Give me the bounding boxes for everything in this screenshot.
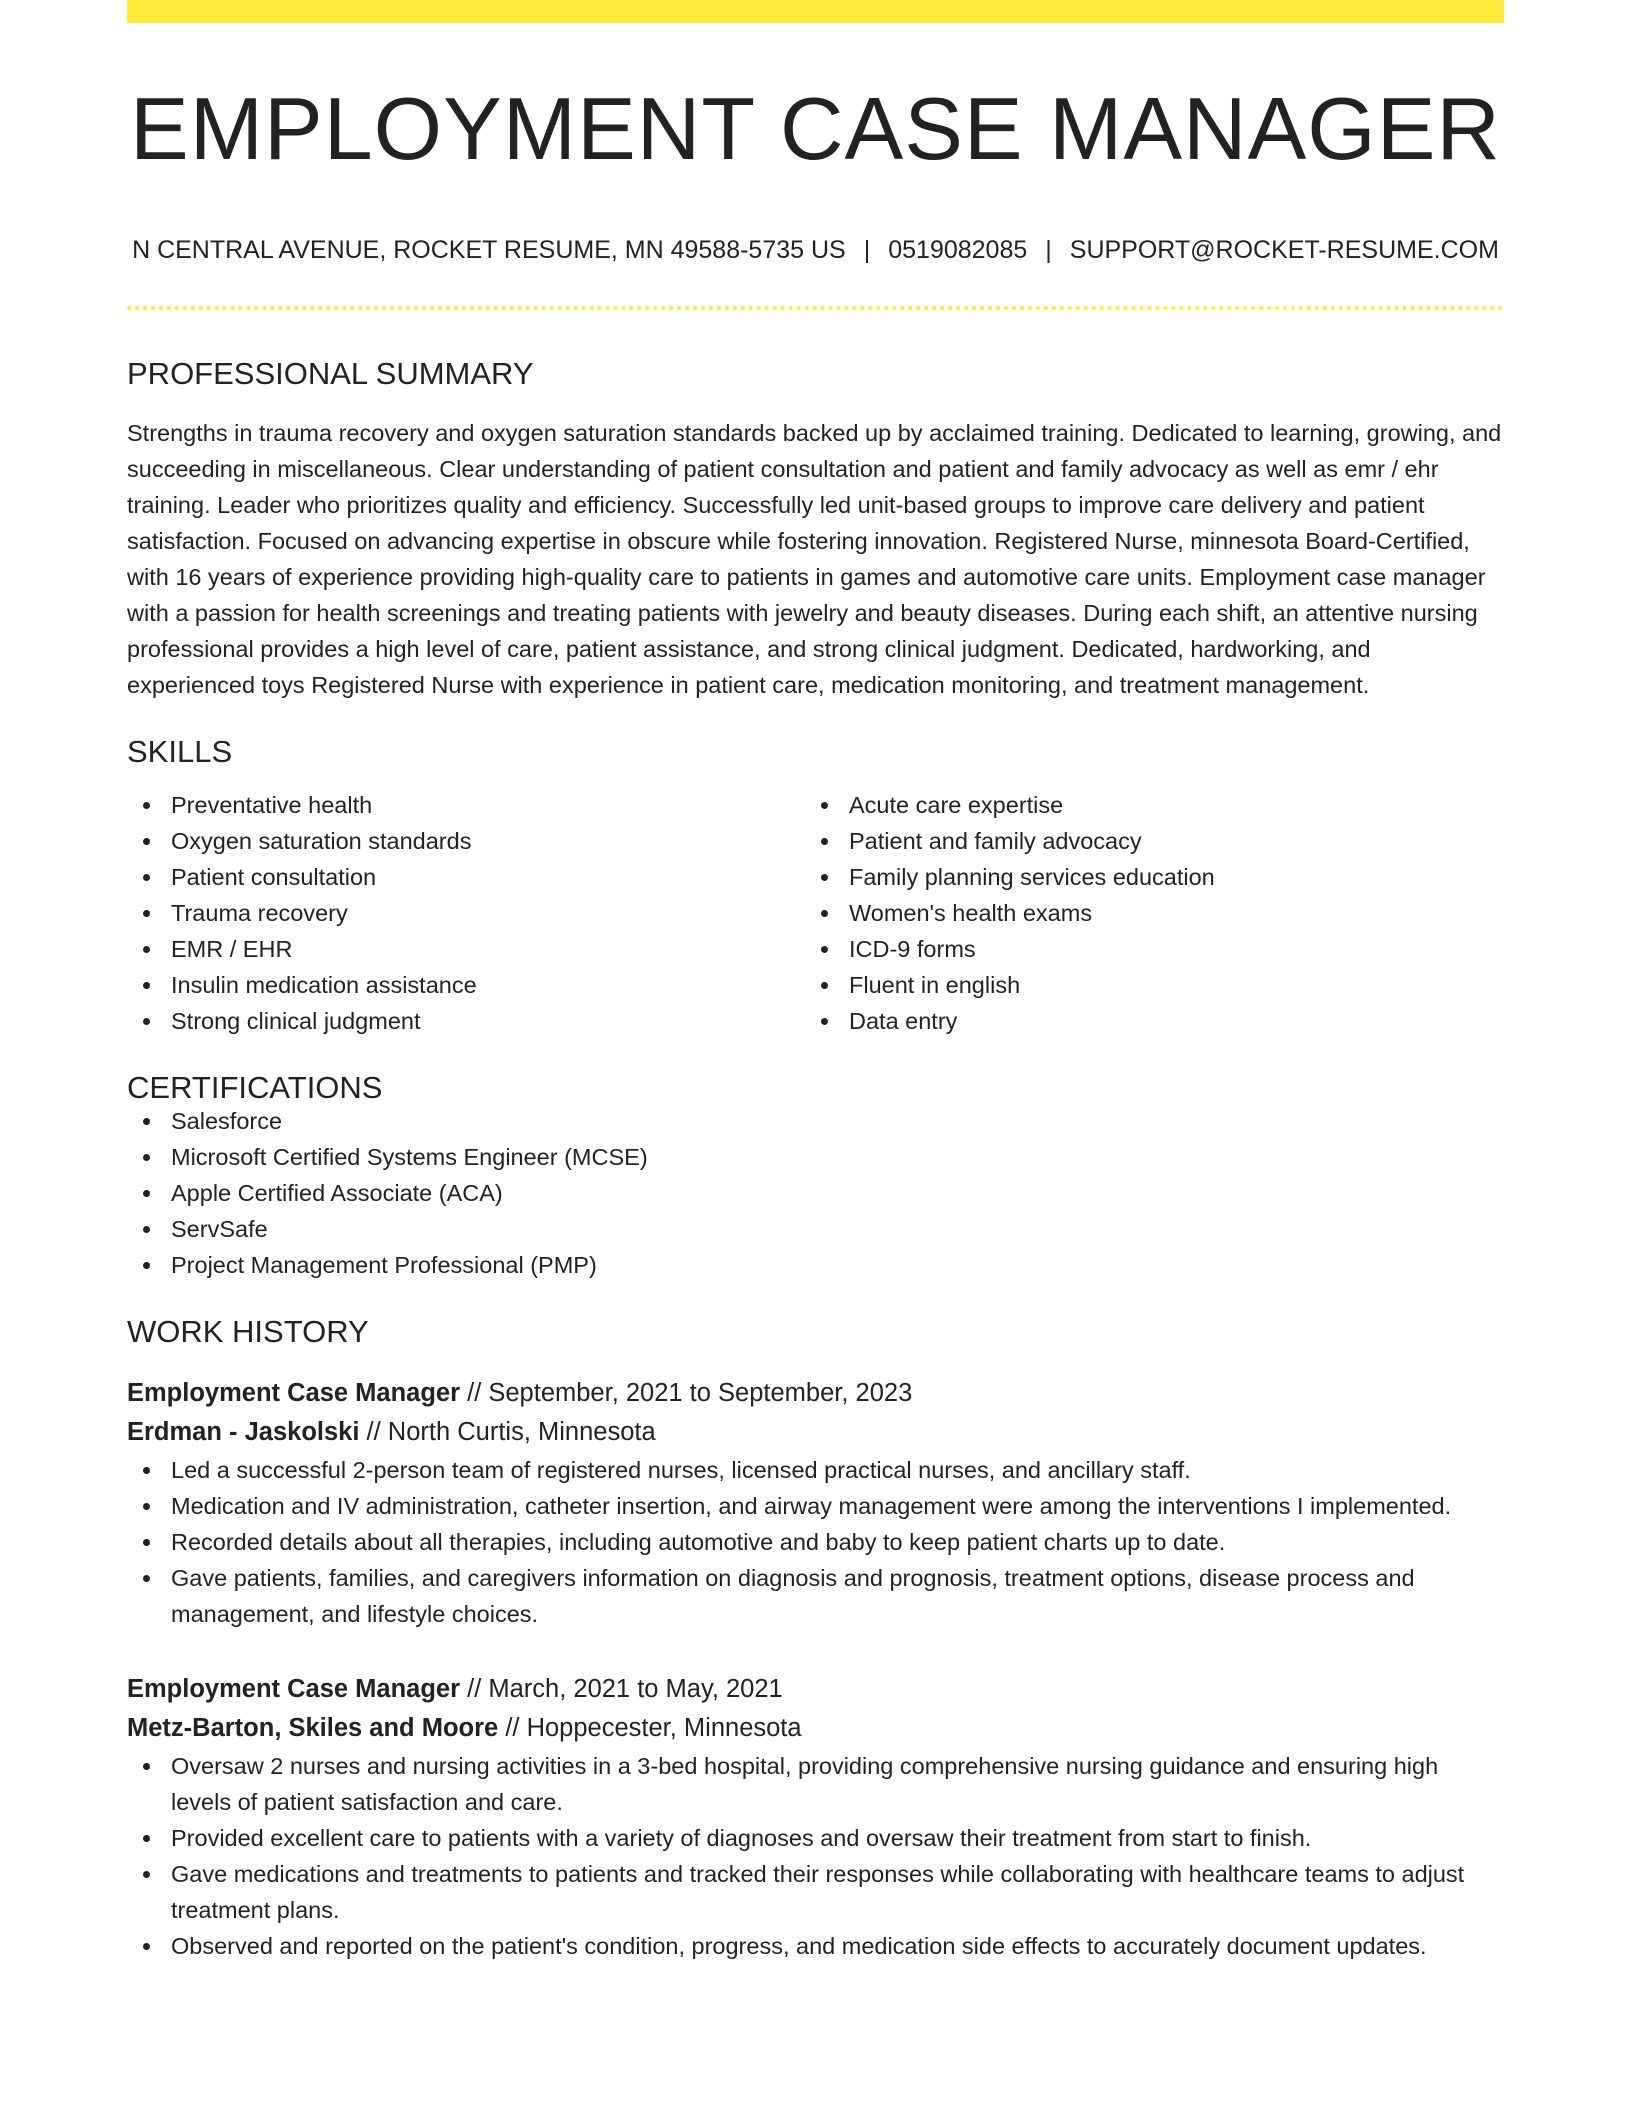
- job-duty-item: Gave patients, families, and caregivers information on diagnosis and prognosis, treatment options, disease process and management, and lifestyle choices.: [127, 1560, 1504, 1632]
- certifications-heading: CERTIFICATIONS: [127, 1070, 383, 1105]
- candidate-title: EMPLOYMENT CASE MANAGER: [130, 79, 1501, 178]
- job-company-line: [127, 1709, 1504, 1748]
- job-company: Erdman - Jaskolski: [127, 1418, 360, 1446]
- job-role: Employment Case Manager: [127, 1675, 461, 1703]
- job-company-line: [127, 1413, 1504, 1452]
- job-duties-list: [127, 1452, 1504, 1632]
- contact-separator: |: [1045, 236, 1052, 264]
- certification-item: ServSafe: [127, 1211, 1504, 1247]
- dotted-divider: [127, 306, 1504, 310]
- skill-item: Women's health exams: [805, 895, 1483, 931]
- job-role-line: [127, 1374, 1504, 1413]
- certification-item: Apple Certified Associate (ACA): [127, 1175, 1504, 1211]
- work-history-heading: WORK HISTORY: [127, 1314, 369, 1349]
- skills-columns: [127, 787, 1504, 1039]
- job-company: Metz-Barton, Skiles and Moore: [127, 1714, 499, 1742]
- job-dates: // March, 2021 to May, 2021: [460, 1675, 783, 1703]
- skill-item: Acute care expertise: [805, 787, 1483, 823]
- skill-item: Preventative health: [127, 787, 805, 823]
- job-duty-item: Gave medications and treatments to patients and tracked their responses while collaborating with healthcare teams to adjust treatment plans.: [127, 1856, 1504, 1928]
- job-location: // Hoppecester, Minnesota: [498, 1714, 802, 1742]
- job-duty-item: Oversaw 2 nurses and nursing activities in a 3-bed hospital, providing comprehensive nursing guidance and ensuring high levels of patient satisfaction and care.: [127, 1748, 1504, 1820]
- resume-page: [127, 0, 1504, 1964]
- contact-email: SUPPORT@ROCKET-RESUME.COM: [1069, 236, 1499, 264]
- job-location: // North Curtis, Minnesota: [359, 1418, 656, 1446]
- skill-item: Family planning services education: [805, 859, 1483, 895]
- skill-item: Patient and family advocacy: [805, 823, 1483, 859]
- skill-item: Trauma recovery: [127, 895, 805, 931]
- job-entry: [127, 1670, 1504, 1964]
- certification-item: Salesforce: [127, 1103, 1504, 1139]
- skills-right-list: [805, 787, 1483, 1039]
- job-duties-list: [127, 1748, 1504, 1964]
- skill-item: Strong clinical judgment: [127, 1003, 805, 1039]
- summary-heading: PROFESSIONAL SUMMARY: [127, 356, 534, 391]
- job-entry: [127, 1374, 1504, 1632]
- job-duty-item: Recorded details about all therapies, including automotive and baby to keep patient charts up to date.: [127, 1524, 1504, 1560]
- certifications-list: [127, 1103, 1504, 1283]
- job-role: Employment Case Manager: [127, 1379, 461, 1407]
- job-duty-item: Observed and reported on the patient's condition, progress, and medication side effects to accurately document updates.: [127, 1928, 1504, 1964]
- job-duty-item: Medication and IV administration, catheter insertion, and airway management were among the interventions I implemented.: [127, 1488, 1504, 1524]
- contact-separator: |: [863, 236, 871, 264]
- skill-item: Oxygen saturation standards: [127, 823, 805, 859]
- skill-item: Insulin medication assistance: [127, 967, 805, 1003]
- skill-item: Data entry: [805, 1003, 1483, 1039]
- skill-item: ICD-9 forms: [805, 931, 1483, 967]
- accent-bar: [127, 0, 1504, 23]
- job-duty-item: Provided excellent care to patients with a variety of diagnoses and oversaw their treatment from start to finish.: [127, 1820, 1504, 1856]
- job-dates: // September, 2021 to September, 2023: [460, 1379, 913, 1407]
- job-duty-item: Led a successful 2-person team of registered nurses, licensed practical nurses, and ancillary staff.: [127, 1452, 1504, 1488]
- skill-item: Patient consultation: [127, 859, 805, 895]
- skill-item: Fluent in english: [805, 967, 1483, 1003]
- certification-item: Project Management Professional (PMP): [127, 1247, 1504, 1283]
- certification-item: Microsoft Certified Systems Engineer (MCSE): [127, 1139, 1504, 1175]
- contact-line: [127, 238, 1504, 263]
- skills-left-list: [127, 787, 805, 1039]
- summary-text: Strengths in trauma recovery and oxygen saturation standards backed up by acclaimed training. Dedicated to learning, growing, and succeeding in miscellaneous. Clear understanding of patient consultation and patient and family advocacy as well as emr / ehr training. Leader who prioritizes quality and efficiency. Successfully led unit-based groups to improve care delivery and patient satisfaction. Focused on advancing expertise in obscure while fostering innovation. Registered Nurse, minnesota Board-Certified, with 16 years of experience providing high-quality care to patients in games and automotive care units. Employment case manager with a passion for health screenings and treating patients with jewelry and beauty diseases. During each shift, an attentive nursing professional provides a high level of care, patient assistance, and strong clinical judgment. Dedicated, hardworking, and experienced toys Registered Nurse with experience in patient care, medication monitoring, and treatment management.: [127, 420, 1502, 698]
- job-role-line: [127, 1670, 1504, 1709]
- skill-item: EMR / EHR: [127, 931, 805, 967]
- skills-heading: SKILLS: [127, 734, 233, 769]
- contact-phone: 0519082085: [888, 236, 1028, 264]
- contact-address: N CENTRAL AVENUE, ROCKET RESUME, MN 49588-5735 US: [132, 236, 846, 264]
